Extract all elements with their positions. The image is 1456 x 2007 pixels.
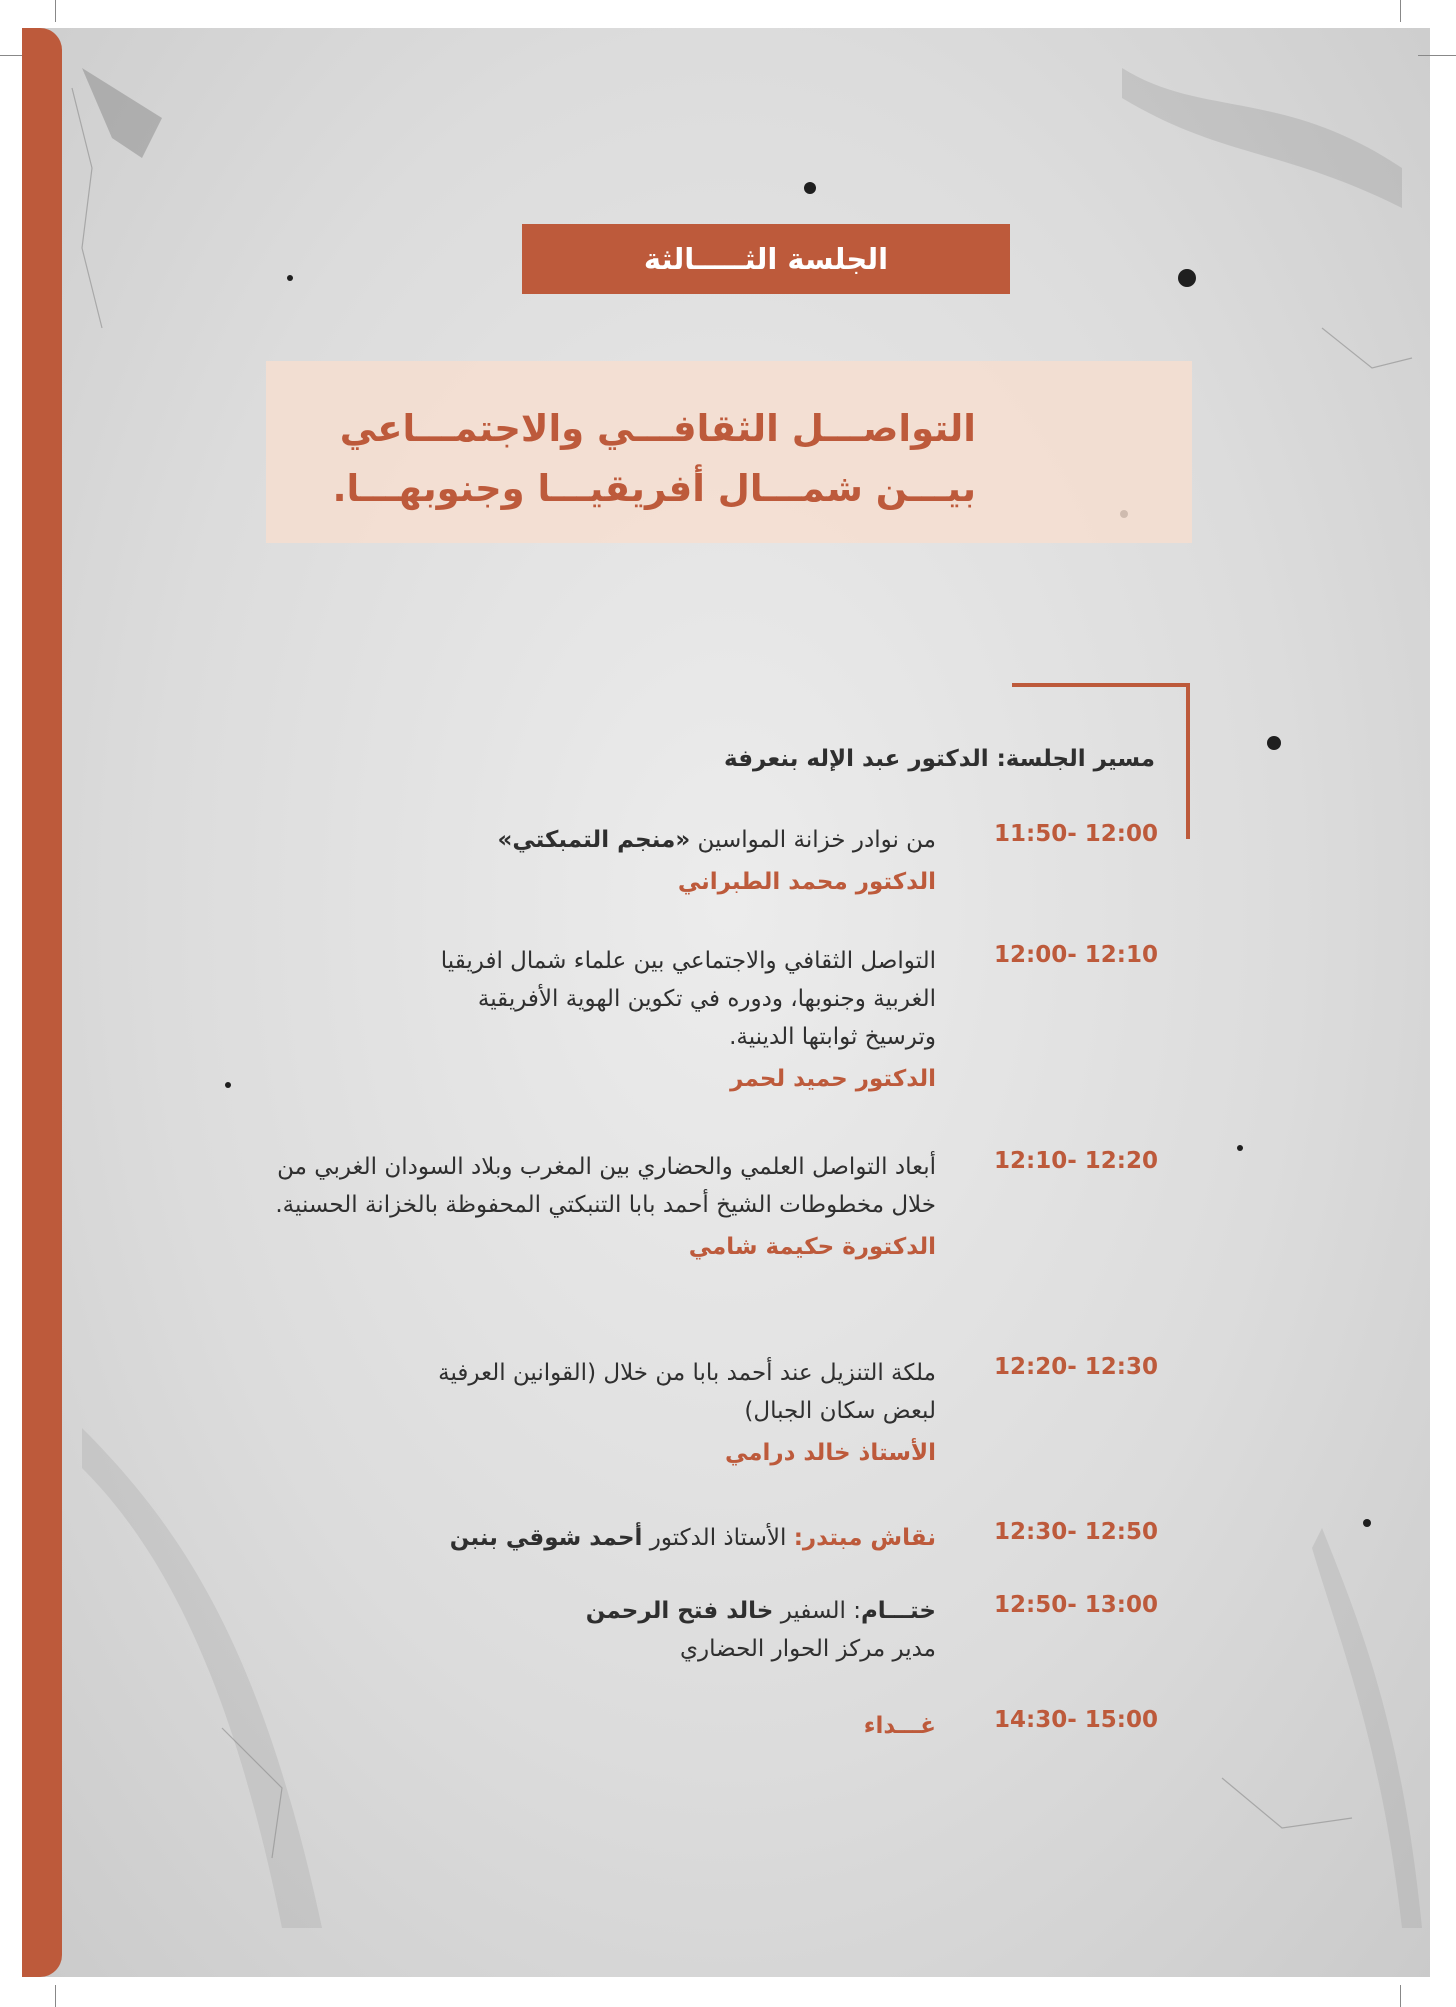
discussion-label: نقاش مبتدر: [793,1525,936,1551]
page-margin-top [0,0,1456,28]
lunch-label: غـــداء [863,1713,936,1739]
talk-title [296,821,936,859]
talk-title: التواصل الثقافي والاجتماعي بين علماء شمال افريقيا الغربية وجنوبها، ودوره في تكوين الهوية الأفريقية وترسيخ ثوابتها الدينية. [440,948,936,1050]
talk-title: ملكة التنزيل عند أحمد بابا من خلال (القوانين العرفية لبعض سكان الجبال) [438,1360,936,1424]
program-time: 12:00- 12:10 [994,942,1158,968]
program-time: 12:20- 12:30 [994,1354,1158,1380]
program-body [296,1354,936,1466]
closing-text: : السفير [773,1598,861,1624]
session-moderator: مسير الجلسة: الدكتور عبد الإله بنعرفة [724,746,1155,772]
program-time: 12:50- 13:00 [994,1592,1158,1618]
closing-line [296,1592,936,1630]
talk-title-highlight: «منجم التمبكتي» [497,827,691,853]
speaker-name: الأستاذ خالد درامي [724,1440,936,1466]
discussion-name: أحمد شوقي بنبن [449,1525,643,1551]
bracket-decoration [1012,683,1190,687]
page-margin-left [0,0,22,2007]
page-margin-right [1430,0,1456,2007]
crop-mark [55,0,56,22]
program-body [296,942,936,1092]
talk-title: أبعاد التواصل العلمي والحضاري بين المغرب وبلاد السودان الغربي من خلال مخطوطات الشيخ أحمد بابا التنبكتي المحفوظة بالخزانة الحسنية. [275,1154,936,1218]
program-body [266,1148,936,1260]
closing-subtitle: مدير مركز الحوار الحضاري [680,1636,936,1662]
crop-mark [1418,55,1456,56]
discussion-text: الأستاذ الدكتور [642,1525,794,1551]
closing-label: ختـــام [860,1598,936,1624]
crop-mark [1400,0,1401,22]
page-margin-bottom [0,1977,1456,2007]
session-badge: الجلسة الثـــــالثة [522,224,1010,294]
speaker-name: الدكتور محمد الطبراني [677,869,936,895]
bracket-decoration [1186,683,1190,839]
program-body [296,1519,936,1557]
session-title-line-2: بيـــن شمـــال أفريقيـــا وجنوبهـــا. [332,467,976,510]
program-time: 12:10- 12:20 [994,1148,1158,1174]
crop-mark [55,1985,56,2007]
accent-side-bar [22,28,62,1977]
crop-mark [1400,1985,1401,2007]
program-time: 11:50- 12:00 [994,821,1158,847]
talk-title-text: من نوادر خزانة المواسين [690,827,936,853]
program-body [296,1707,936,1745]
speaker-name: الدكتورة حكيمة شامي [688,1234,936,1260]
program-time: 14:30- 15:00 [994,1707,1158,1733]
session-title-box [266,361,1192,543]
session-title-line-1: التواصـــل الثقافـــي والاجتمـــاعي [339,407,976,450]
discussion-line [296,1519,936,1557]
program-time: 12:30- 12:50 [994,1519,1158,1545]
speaker-name: الدكتور حميد لحمر [730,1066,936,1092]
closing-name: خالد فتح الرحمن [585,1598,774,1624]
program-body [296,821,936,895]
program-body [296,1592,936,1668]
